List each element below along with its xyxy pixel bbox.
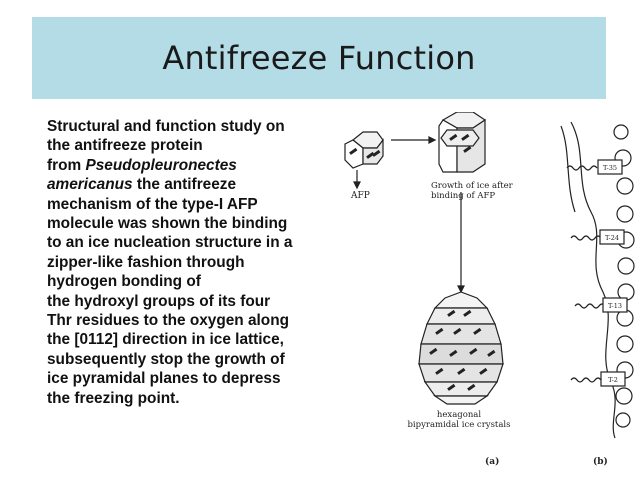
residue-tag: T-2 [608, 376, 618, 384]
body-line: to an ice nucleation structure in a [47, 234, 293, 252]
residue-tag: T-35 [603, 164, 617, 172]
species-name-genus: Pseudopleuronectes [85, 156, 237, 174]
body-line: molecule was shown the binding [47, 215, 288, 233]
body-line: the hydroxyl groups of its four [47, 292, 271, 310]
body-line: subsequently stop the growth of [47, 350, 285, 368]
body-line: hydrogen bonding of [47, 273, 201, 291]
growth-label: binding of AFP [431, 191, 496, 201]
body-line: Thr residues to the oxygen along [47, 312, 290, 330]
growth-label: Growth of ice after [431, 181, 513, 191]
afp-ice-binding-figure [335, 112, 638, 478]
residue-tag: T-13 [608, 302, 622, 310]
crystal-growth-arrowhead [458, 286, 464, 292]
species-name-epithet: americanus [47, 176, 133, 194]
body-line: mechanism of the type-I AFP [47, 195, 258, 213]
afp-arrowhead [354, 182, 360, 188]
ice-crystal-small-icon [345, 132, 383, 168]
afp-helix-diagram [561, 122, 634, 438]
body-line: zipper-like fashion through [47, 253, 245, 271]
growth-arrowhead [429, 137, 435, 143]
bipyramidal-crystal-icon [419, 292, 503, 404]
body-line: from Pseudopleuronectes [47, 156, 237, 174]
body-line: the freezing point. [47, 389, 180, 407]
body-line: the antifreeze protein [47, 137, 203, 155]
body-line: ice pyramidal planes to depress [47, 370, 281, 388]
body-line: americanus the antifreeze [47, 176, 237, 194]
panel-a-label: (a) [485, 457, 500, 467]
title-banner [32, 17, 606, 99]
ice-crystal-bound-icon [439, 112, 485, 172]
body-line: the [0112] direction in ice lattice, [47, 331, 284, 349]
body-paragraph [47, 117, 337, 408]
residue-tag: T-24 [605, 234, 619, 242]
afp-label: AFP [351, 191, 370, 201]
crystal-label: hexagonal [436, 410, 482, 420]
crystal-label: bipyramidal ice crystals [407, 420, 511, 430]
body-line: Structural and function study on [47, 118, 285, 135]
panel-b-label: (b) [593, 457, 608, 467]
slide-title: Antifreeze Function [162, 39, 476, 77]
